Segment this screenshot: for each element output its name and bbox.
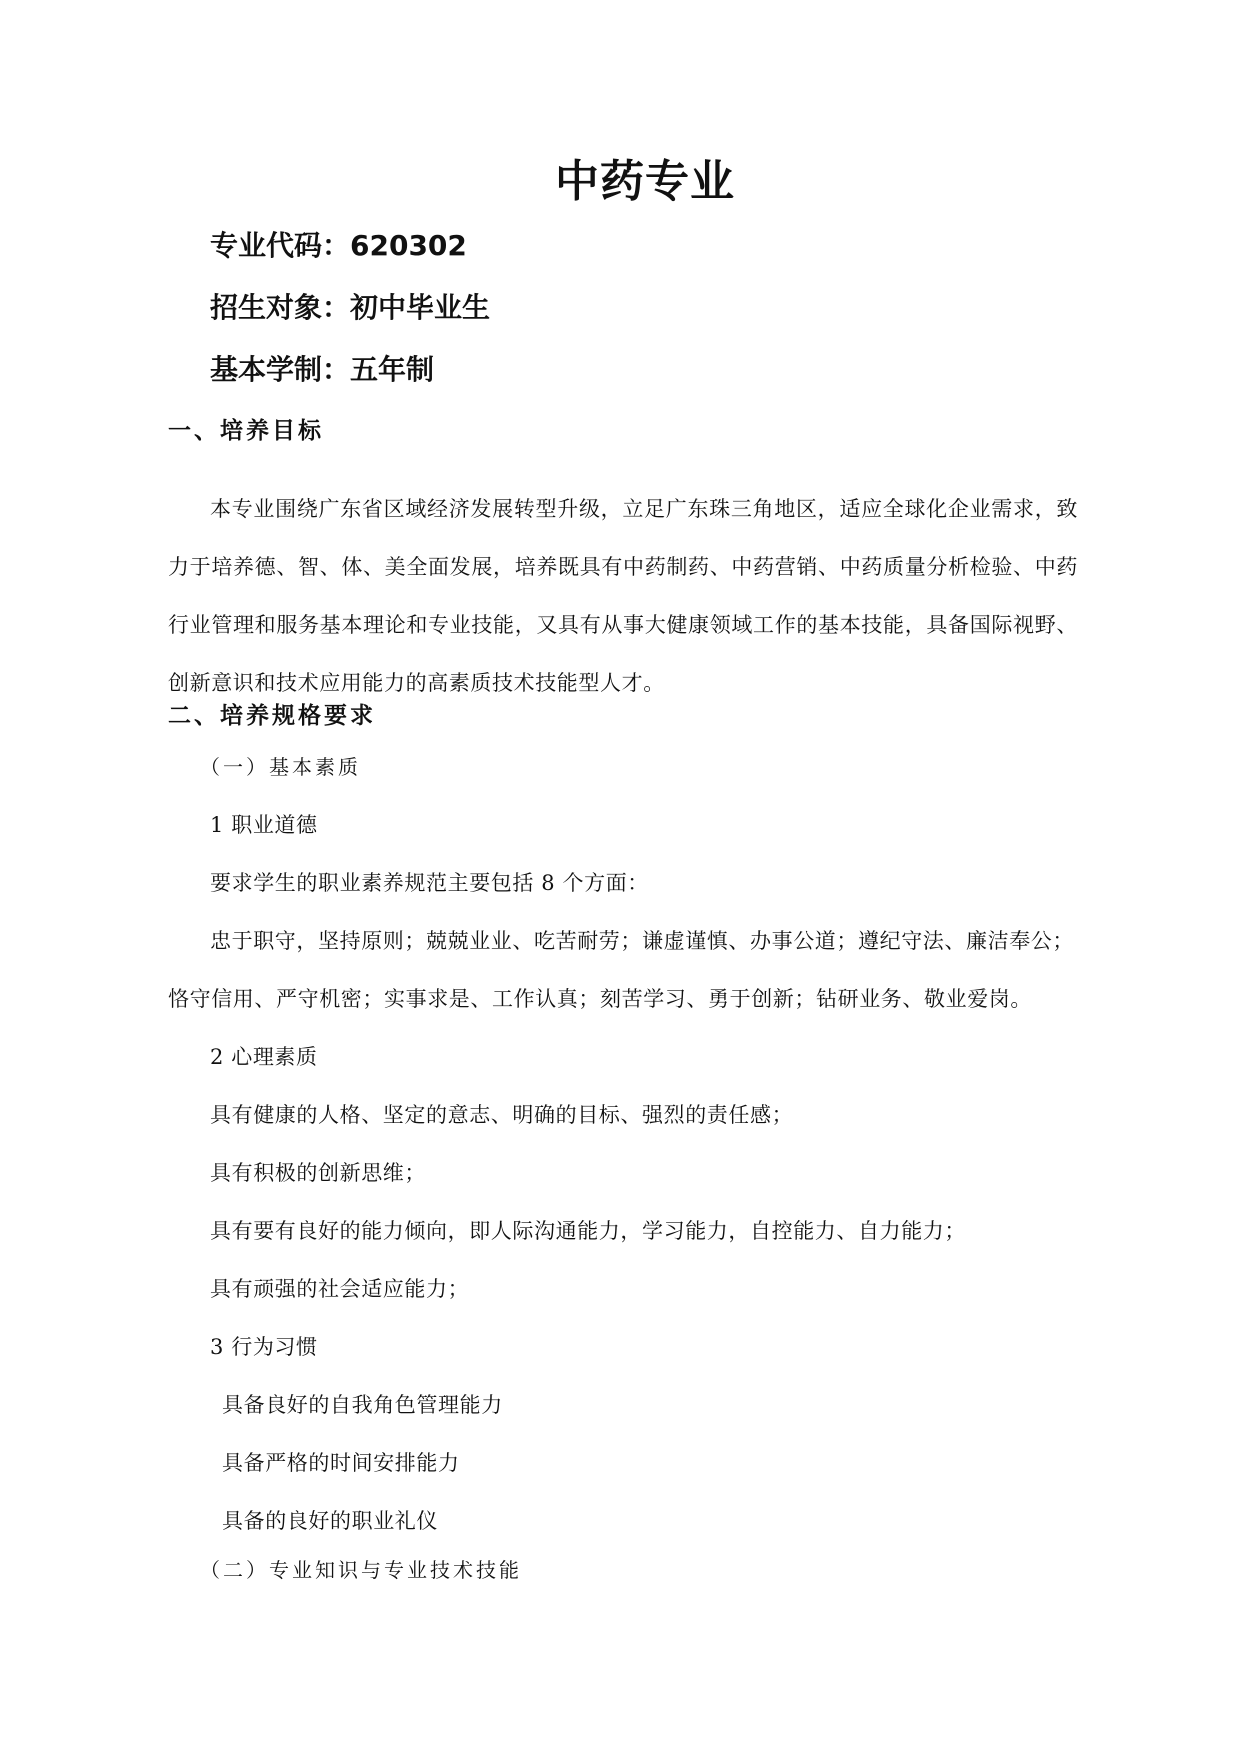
psychological-quality-line: 具有积极的创新思维； [210,1161,426,1185]
psychological-quality-line: 具有要有良好的能力倾向，即人际沟通能力，学习能力，自控能力、自力能力； [210,1219,966,1243]
training-goal-paragraph: 本专业围绕广东省区域经济发展转型升级，立足广东珠三角地区，适应全球化企业需求，致力于培养德、智、体、美全面发展，培养既具有中药制药、中药营销、中药质量分析检验、中药行业管理和服务基本理论和专业技能，又具有从事大健康领域工作的基本技能，具备国际视野、创新意识和技术应用能力的高素质技术技能型人才。 [168,497,1078,695]
psychological-quality-line: 具有顽强的社会适应能力； [210,1277,470,1301]
item-professional-ethics-line: 忠于职守，坚持原则；兢兢业业、吃苦耐劳；谦虚谨慎、办事公道；遵纪守法、廉洁奉公； [210,929,1074,953]
subsection-basic-quality: （一）基本素质 [200,755,361,779]
item-professional-ethics-line: 恪守信用、严守机密；实事求是、工作认真；刻苦学习、勇于创新；钻研业务、敬业爱岗。 [168,987,1032,1011]
subsection-professional-knowledge: （二）专业知识与专业技术技能 [200,1558,522,1582]
item-professional-ethics-title: 1 职业道德 [210,813,318,837]
behavior-habit-line: 具备的良好的职业礼仪 [222,1509,438,1533]
study-duration: 基本学制：五年制 [210,353,435,386]
enrollment-target: 招生对象：初中毕业生 [210,291,491,324]
item-professional-ethics-intro: 要求学生的职业素养规范主要包括 8 个方面： [210,871,649,895]
behavior-habit-line: 具备良好的自我角色管理能力 [222,1393,503,1417]
item-psychological-quality-title: 2 心理素质 [210,1045,318,1069]
major-code: 专业代码：620302 [210,229,467,262]
item-behavior-habits-title: 3 行为习惯 [210,1335,318,1359]
section-heading-requirements: 二、培养规格要求 [168,703,376,729]
document-title: 中药专业 [555,156,735,207]
section-heading-training-goal: 一、培养目标 [168,418,324,444]
psychological-quality-line: 具有健康的人格、坚定的意志、明确的目标、强烈的责任感； [210,1103,794,1127]
behavior-habit-line: 具备严格的时间安排能力 [222,1451,460,1475]
